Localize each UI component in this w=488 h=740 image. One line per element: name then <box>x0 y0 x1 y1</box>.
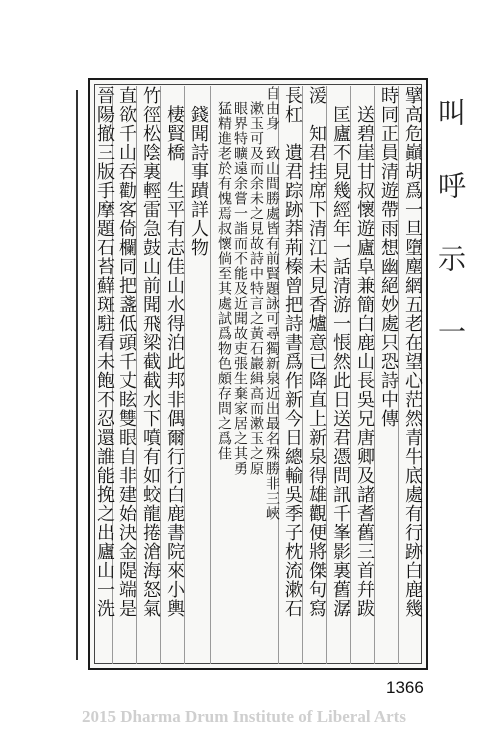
text-column-3: 送碧崖甘叔懷遊廬阜兼簡白鹿山長吳兄唐卿及諸耆舊三首幷跋 <box>354 86 375 618</box>
text-column-12: 棲賢橋 生平有志佳山水得泊此邦非偶爾行行白鹿書院來小輿 <box>164 86 185 618</box>
text-column-14: 直欲千山吞勸客倚欄同把盞低頭千丈眩雙眼自非建始決金隄端是 <box>116 86 137 618</box>
text-column-7: 自由身 致山間勝處皆有前賢題詠可尋獨新泉近出最名殊勝非三峽 <box>264 86 280 521</box>
text-frame <box>88 78 428 670</box>
text-column-10: 猛精進老於有愧焉叔懷倘至其處試爲物色頗存問之爲佳 <box>216 86 232 461</box>
text-column-8: 漱玉可及而余未之見故詩中特言之黃石巖緝高而漱玉之原 <box>248 86 264 476</box>
text-column-5: 湲 知君挂席下清江未見香爐意已降直上新泉得雄觀便將傑句寫 <box>306 86 327 618</box>
text-column-1: 擘高危巓胡爲一旦墮塵網五老在望心茫然青牛底處有行跡白鹿幾 <box>402 86 423 618</box>
scan-edge <box>76 90 84 660</box>
watermark-footer: 2015 Dharma Drum Institute of Liberal Arts <box>82 707 406 726</box>
column-rule <box>210 86 211 664</box>
text-column-6: 長杠 遺君踪跡莽荊榛曾把詩書爲作新今日總輸吳季子枕流漱石 <box>282 86 303 618</box>
text-column-9: 眼界特曠遠余嘗一詣而不能及近聞故吏張生棄家居之其勇 <box>232 86 248 476</box>
page-number: 1366 <box>386 678 424 697</box>
text-column-4: 匡廬不見幾經年一話清游一悵然此日送君憑問訊千峯影裏舊潺 <box>330 86 351 618</box>
margin-header <box>430 78 470 670</box>
text-column-13: 竹徑松陰裏輕雷急鼓山前聞飛梁截截水下噴有如蛟龍捲滄海怒氣 <box>140 86 161 618</box>
text-column-11: 錢聞詩事蹟詳人物 <box>188 86 209 257</box>
margin-header-text: 叫 呼 示 一 <box>434 98 467 351</box>
text-column-15: 晉陽撤三版手摩題石苔蘚斑駐看未飽不忍還誰能挽之出廬山一洗 <box>94 86 115 618</box>
text-column-2: 時同正員清遊帶雨想幽絕妙處只恐詩中傳 <box>378 86 399 428</box>
